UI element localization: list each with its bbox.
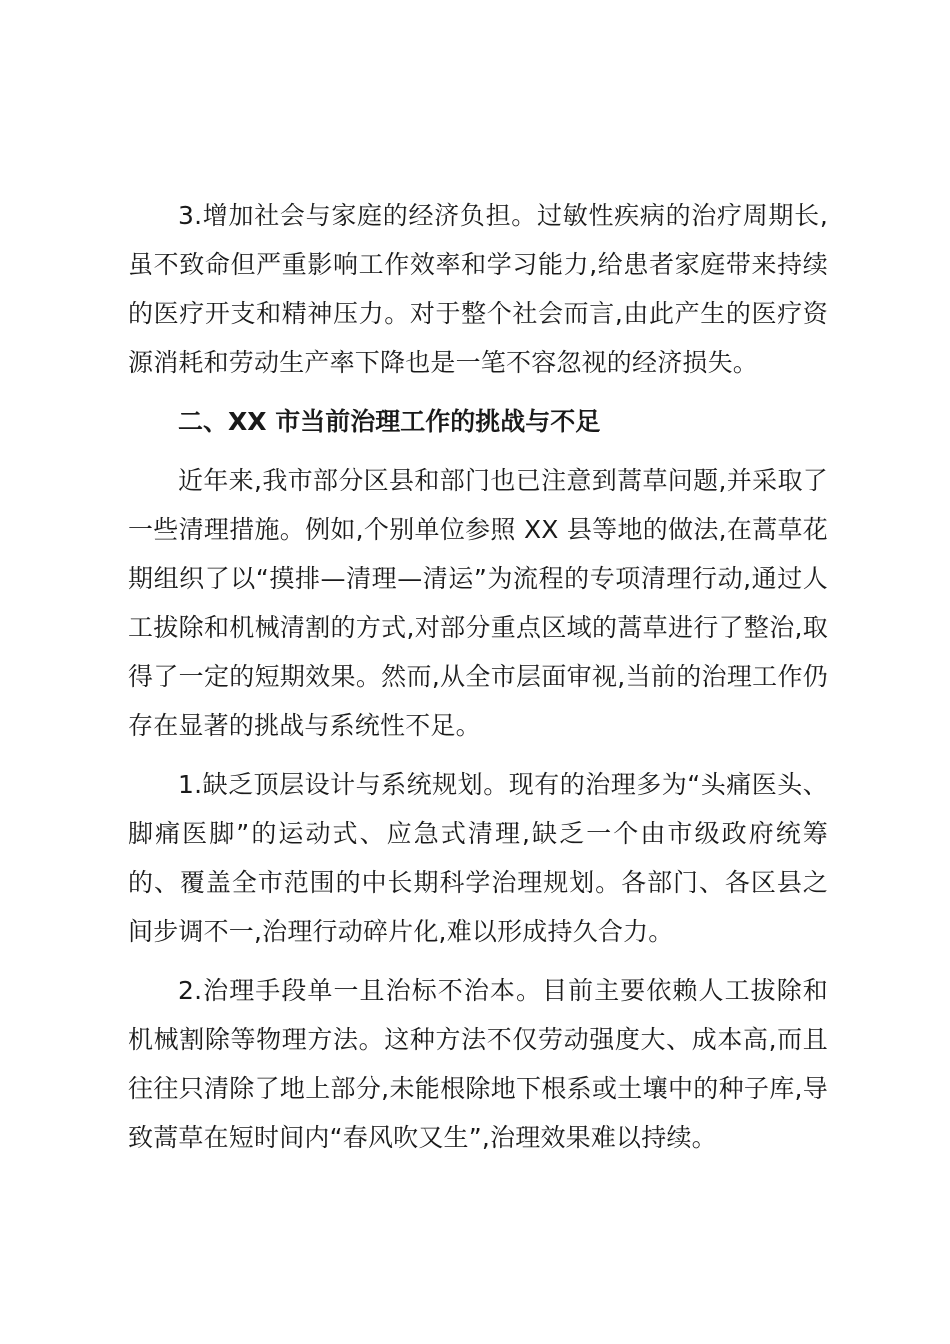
document-body: [128, 191, 828, 1172]
paragraph-economic-burden: 3.增加社会与家庭的经济负担。过敏性疾病的治疗周期长,虽不致命但严重影响工作效率和学习能力,给患者家庭带来持续的医疗开支和精神压力。对于整个社会而言,由此产生的医疗资源消耗和劳动生产率下降也是一笔不容忽视的经济损失。: [128, 201, 828, 377]
paragraph-single-method: 2.治理手段单一且治标不治本。目前主要依赖人工拔除和机械割除等物理方法。这种方法不仅劳动强度大、成本高,而且往往只清除了地上部分,未能根除地下根系或土壤中的种子库,导致蒿草在短时间内“春风吹又生”,治理效果难以持续。: [128, 976, 828, 1152]
paragraph-current-measures: 近年来,我市部分区县和部门也已注意到蒿草问题,并采取了一些清理措施。例如,个别单位参照 XX 县等地的做法,在蒿草花期组织了以“摸排—清理—清运”为流程的专项清理行动,通过人工拔除和机械清割的方式,对部分重点区域的蒿草进行了整治,取得了一定的短期效果。然而,从全市层面审视,当前的治理工作仍存在显著的挑战与系统性不足。: [128, 466, 828, 740]
paragraph-lack-of-planning: 1.缺乏顶层设计与系统规划。现有的治理多为“头痛医头、脚痛医脚”的运动式、应急式清理,缺乏一个由市级政府统筹的、覆盖全市范围的中长期科学治理规划。各部门、各区县之间步调不一,治理行动碎片化,难以形成持久合力。: [128, 770, 828, 946]
section-heading-challenges: 二、XX 市当前治理工作的挑战与不足: [178, 407, 601, 436]
